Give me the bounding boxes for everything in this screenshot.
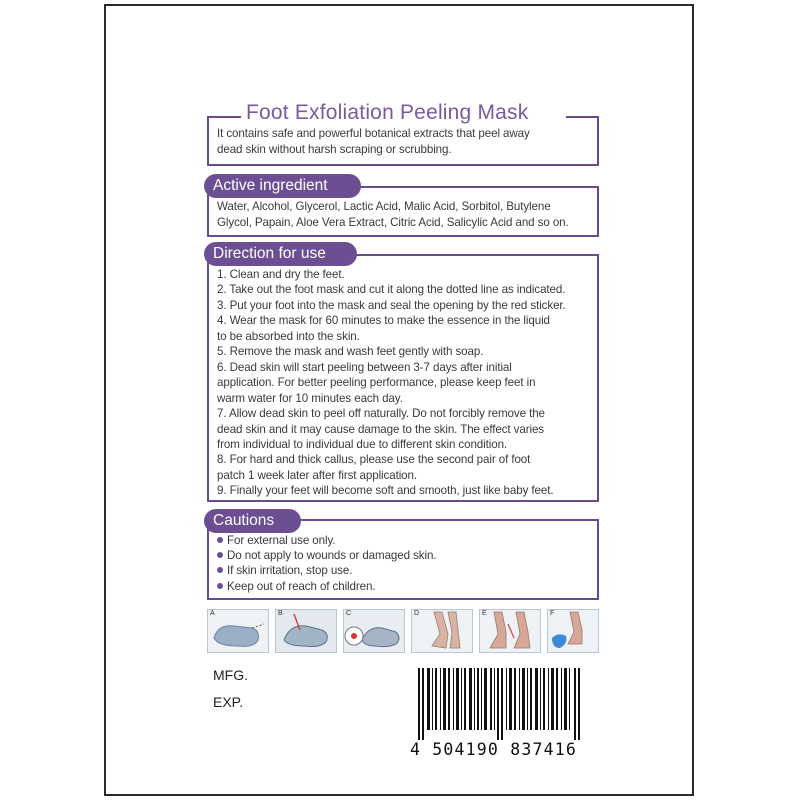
caution-item: Do not apply to wounds or damaged skin.: [217, 548, 591, 563]
wear-mask-icon: [412, 610, 473, 653]
intro-line-1: It contains safe and powerful botanical extracts that peel away: [217, 127, 530, 140]
foot-in-mask-icon: [276, 610, 337, 653]
mfg-label: MFG.: [213, 667, 248, 683]
step-b-illustration: [275, 609, 337, 653]
active-heading: Active ingredient: [204, 174, 361, 198]
intro-line-2: dead skin without harsh scraping or scrubbing.: [217, 142, 452, 156]
step-label: A: [210, 610, 215, 617]
caution-item: If skin irritation, stop use.: [217, 563, 591, 578]
direction-line: patch 1 week later after first application.: [217, 468, 417, 482]
step-label: F: [550, 610, 555, 617]
step-label: D: [414, 610, 420, 617]
direction-line: from individual to individual due to different skin condition.: [217, 437, 508, 451]
step-f-illustration: [547, 609, 599, 653]
seal-sticker-icon: [344, 610, 405, 653]
direction-line: 5. Remove the mask and wash feet gently with soap.: [217, 345, 484, 359]
caution-item: For external use only.: [217, 533, 591, 548]
direction-line: warm water for 10 minutes each day.: [217, 391, 403, 405]
cautions-heading: Cautions: [204, 509, 301, 533]
barcode-icon: [410, 668, 588, 740]
wash-feet-icon: [480, 610, 541, 653]
direction-line: application. For better peeling performance, please keep feet in: [217, 376, 536, 390]
direction-line: dead skin and it may cause damage to the skin. The effect varies: [217, 422, 545, 436]
step-label: C: [346, 610, 352, 617]
direction-line: 6. Dead skin will start peeling between 3-7 days after initial: [217, 360, 512, 374]
bullet-icon: [217, 583, 223, 589]
direction-line: 1. Clean and dry the feet.: [217, 268, 345, 281]
step-d-illustration: [411, 609, 473, 653]
soak-feet-icon: [548, 610, 599, 653]
direction-line: to be absorbed into the skin.: [217, 329, 360, 343]
step-label: E: [482, 610, 487, 617]
direction-box: [207, 254, 599, 502]
step-c-illustration: [343, 609, 405, 653]
direction-line: 4. Wear the mask for 60 minutes to make the essence in the liquid: [217, 314, 550, 328]
bullet-icon: [217, 537, 223, 543]
exp-label: EXP.: [213, 694, 244, 710]
intro-box: [207, 116, 599, 166]
bullet-icon: [217, 552, 223, 558]
step-illustrations: [207, 609, 599, 653]
direction-heading: Direction for use: [204, 242, 357, 266]
foot-mask-icon: [208, 610, 269, 653]
active-line-1: Water, Alcohol, Glycerol, Lactic Acid, Malic Acid, Sorbitol, Butylene: [217, 200, 551, 213]
direction-line: 2. Take out the foot mask and cut it along the dotted line as indicated.: [217, 283, 566, 297]
step-e-illustration: [479, 609, 541, 653]
direction-line: 7. Allow dead skin to peel off naturally. Do not forcibly remove the: [217, 407, 545, 421]
barcode-number: 4 504190 837416: [410, 740, 578, 759]
caution-item: Keep out of reach of children.: [217, 579, 591, 594]
direction-line: 3. Put your foot into the mask and seal the opening by the red sticker.: [217, 298, 566, 312]
direction-line: 9. Finally your feet will become soft and smooth, just like baby feet.: [217, 484, 554, 498]
page-title: Foot Exfoliation Peeling Mask: [246, 101, 529, 124]
step-a-illustration: [207, 609, 269, 653]
active-line-2: Glycol, Papain, Aloe Vera Extract, Citric Acid, Salicylic Acid and so on.: [217, 215, 569, 229]
step-label: B: [278, 610, 283, 617]
direction-line: 8. For hard and thick callus, please use the second pair of foot: [217, 453, 531, 467]
bullet-icon: [217, 567, 223, 573]
